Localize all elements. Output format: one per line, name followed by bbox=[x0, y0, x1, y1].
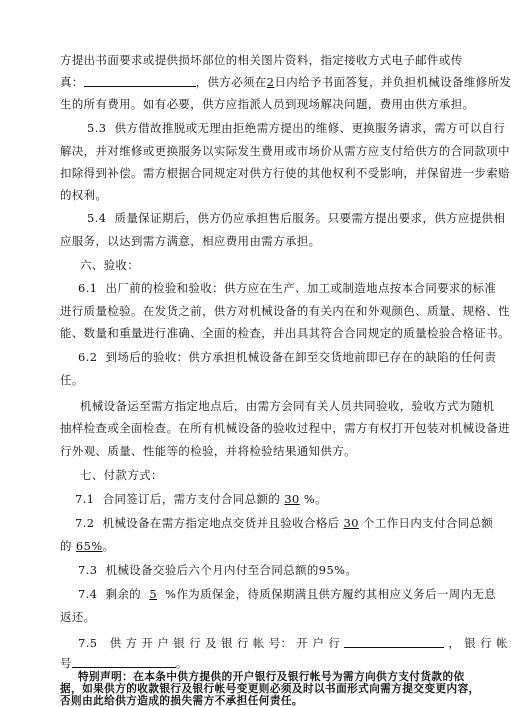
clause-5-3-line-2: 解决，并对维修或更换服务以实际发生费用或市场价从需方应支付给供方的合同款项中 bbox=[60, 144, 510, 158]
clause-number: 7.5 bbox=[78, 636, 98, 650]
clause-text: 个工作日内支付合同总额 bbox=[363, 516, 494, 530]
clause-5-3-line-3: 扣除得到补偿。需方根据合同规定对供方行使的其他权利不受影响，并保留进一步索赔 bbox=[60, 166, 510, 180]
payment-percent: 30 bbox=[284, 492, 300, 506]
clause-7-1 bbox=[75, 492, 460, 506]
clause-number: 5.4 bbox=[87, 211, 107, 225]
intro-text: ，供方必须在 bbox=[195, 75, 267, 89]
reply-days: 2 bbox=[266, 75, 275, 89]
clause-text: 。 bbox=[102, 539, 115, 553]
clause-text: %。 bbox=[303, 492, 327, 506]
clause-text: ， 银 行 帐 bbox=[448, 636, 508, 650]
warranty-percent: 5 bbox=[149, 587, 158, 601]
acceptance-line-2: 抽样检查或全面检查。在所有机械设备的验收过程中，需方有权打开包装对机械设备进 bbox=[60, 421, 510, 435]
clause-text: %作为质保金，待质保期满且供方履约其相应义务后一周内无息 bbox=[165, 587, 497, 601]
clause-number: 6.1 bbox=[78, 281, 98, 295]
clause-number: 7.1 bbox=[75, 492, 95, 506]
clause-text: 出厂前的检验和验收：供方应在生产、加工或制造地点按本合同要求的标准 bbox=[105, 281, 497, 295]
section-7-heading: 七、付款方式： bbox=[80, 468, 163, 482]
clause-5-4-line-2: 应服务，以达到需方满意，相应费用由需方承担。 bbox=[60, 234, 321, 248]
clause-7-5-line-2 bbox=[60, 656, 460, 670]
clause-number: 7.3 bbox=[78, 563, 98, 577]
payment-days: 30 bbox=[343, 516, 359, 530]
clause-5-3-line-4: 的权利。 bbox=[60, 188, 108, 202]
intro-line-1: 方提出书面要求或提供损坏部位的相关图片资料，指定接收方式电子邮件或传 bbox=[60, 53, 463, 67]
intro-line-2 bbox=[60, 75, 511, 89]
clause-text: 。 bbox=[175, 656, 188, 670]
special-statement-line-2: 据，如果供方的收款银行及银行帐号变更则必须及时以书面形式向需方提交变更内容， bbox=[60, 683, 480, 695]
clause-7-4-line-1 bbox=[78, 587, 497, 601]
clause-6-1-line-1 bbox=[78, 281, 497, 295]
bank-name-blank bbox=[344, 636, 444, 648]
clause-text: 供方借故推脱或无理由拒绝需方提出的维修、更换服务请求，需方可以自行 bbox=[114, 121, 506, 135]
special-statement-line-3: 否则由此给供方造成的损失需方不承担任何责任。 bbox=[60, 695, 303, 707]
clause-text: 到场后的验收：供方承担机械设备在卸至交货地前即已存在的缺陷的任何责 bbox=[105, 350, 497, 364]
clause-6-1-line-3: 能、数量和重量进行准确、全面的检查，并出具其符合合同规定的质量检验合格证书。 bbox=[60, 326, 510, 340]
clause-text: 剩余的 bbox=[105, 587, 142, 601]
clause-number: 7.4 bbox=[78, 587, 98, 601]
clause-7-5-line-1 bbox=[78, 636, 508, 650]
clause-number: 7.2 bbox=[75, 516, 95, 530]
acceptance-line-1: 机械设备运至需方指定地点后，由需方会同有关人员共同验收，验收方式为随机 bbox=[80, 399, 495, 413]
clause-number: 6.2 bbox=[78, 350, 98, 364]
clause-6-1-line-2: 进行质量检验。在发货之前，供方对机械设备的有关内在和外观颜色、质量、规格、性 bbox=[60, 304, 510, 318]
clause-6-2-line-2: 任。 bbox=[60, 373, 84, 387]
clause-7-2-line-2 bbox=[60, 539, 460, 553]
clause-text: 机械设备交验后六个月内付至合同总额的95%。 bbox=[105, 563, 358, 577]
fax-label: 真： bbox=[60, 75, 84, 89]
clause-text: 质量保证期后，供方仍应承担售后服务。只要需方提出要求，供方应提供相 bbox=[114, 211, 506, 225]
clause-5-3-line-1 bbox=[87, 121, 506, 135]
clause-text: 合同签订后，需方支付合同总额的 bbox=[102, 492, 281, 506]
fax-blank bbox=[84, 75, 196, 87]
clause-6-2-line-1 bbox=[78, 350, 497, 364]
clause-text: 的 bbox=[60, 539, 72, 553]
account-number-blank bbox=[72, 656, 176, 668]
clause-text: 号 bbox=[60, 656, 72, 670]
clause-5-4-line-1 bbox=[87, 211, 506, 225]
clause-number: 5.3 bbox=[87, 121, 107, 135]
payment-percent: 65% bbox=[75, 539, 103, 553]
intro-line-3: 生的所有费用。如有必要，供方应指派人员到现场解决问题，费用由供方承担。 bbox=[60, 97, 475, 111]
intro-text: 日内给予书面答复，并负担机械设备维修所发 bbox=[274, 75, 511, 89]
clause-7-4-line-2: 返还。 bbox=[60, 610, 96, 624]
section-6-heading: 六、验收： bbox=[80, 258, 140, 272]
clause-7-3 bbox=[78, 563, 460, 577]
clause-text: 供 方 开 户 银 行 及 银 行 帐 号： 开 户 行 bbox=[109, 636, 341, 650]
acceptance-line-3: 行外观、质量、性能等的检验，并将检验结果通知供方。 bbox=[60, 444, 357, 458]
clause-text: 机械设备在需方指定地点交货并且验收合格后 bbox=[102, 516, 340, 530]
special-statement-line-1: 特别声明：在本条中供方提供的开户银行及银行帐号为需方向供方支付货款的依 bbox=[78, 671, 465, 683]
clause-7-2-line-1 bbox=[75, 516, 494, 530]
